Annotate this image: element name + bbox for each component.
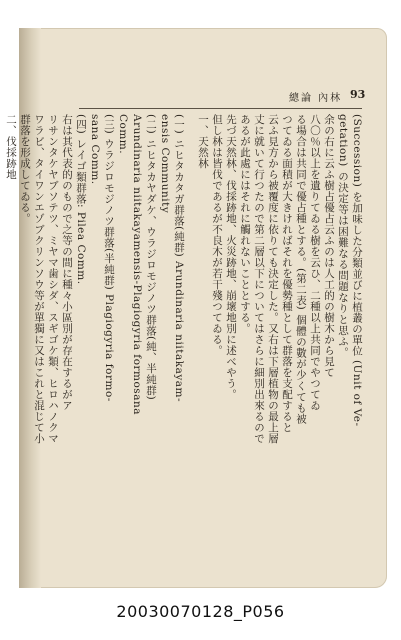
text-line: つてゐる面積が大きければそれを優勢種として群落を支配すると xyxy=(281,114,293,433)
header-rule xyxy=(79,108,362,109)
text-line: Comm. xyxy=(117,114,129,155)
text-line: 八〇％以上を遺りてゐる樹を云ひ、二種以上共同でやつてゐ xyxy=(309,114,321,411)
book-page xyxy=(5,28,387,588)
page-number: 93 xyxy=(350,88,366,101)
body-text xyxy=(5,114,364,584)
text-line: (一) ニヒタカタガ群落(純群) Arundinaria niitakayam- xyxy=(173,114,185,403)
text-line: 但し林は皆伐であるが不良木が若干殘つてゐる。 xyxy=(211,114,223,356)
text-line: Arundinaria niitakayamensis-Plagiogyria formosana xyxy=(131,114,143,415)
text-line: 二、伐採跡地 xyxy=(5,114,17,180)
running-title: 總論 內林 xyxy=(289,93,343,104)
text-line: 云ふ見方から被覆度に依りても決定した。又右は下層植物の最上層 xyxy=(267,114,279,444)
image-caption: 20030070128_P056 xyxy=(116,602,285,621)
text-line: あるが此處にはそれに觸れないこととする。 xyxy=(239,114,251,334)
text-line: (三) ウラジロモジノツ群落(半純群) Plagiogyria formo- xyxy=(103,114,115,402)
text-line: 丈に就いて行つたので第二層以下についてはさらに細別出來るので xyxy=(253,114,265,444)
text-line: 一、天然林 xyxy=(197,114,209,169)
text-line: (Succession) を加味した分類並びに植叢の單位 (Unit of Ve- xyxy=(351,114,363,427)
text-line: 余の右に云ふ樹占優占云ふのは人工的の樹木から見て xyxy=(323,114,335,378)
text-line: 群落を形成してゐる。 xyxy=(19,114,31,224)
text-line: リサンタケヤブソテツ、ミヤマ歯シダ、スギゴケ類、ヒロハノクマ xyxy=(47,114,59,444)
text-line: sana Comm. xyxy=(89,114,101,185)
text-line: 先づ天然林、伐採跡地、火災跡地、崩壞地別に述べやう。 xyxy=(225,114,237,400)
text-line: ensis Community xyxy=(159,114,171,214)
text-line: (二) ニヒタカヤダケ、ウラジロモジノツ群落(純、半純群) xyxy=(145,114,157,401)
text-line: (四) レイゴ類群落: Pilea Comm. xyxy=(75,114,87,285)
text-line: ワラビ、タイワンエゾブクリンソウ等が單獨に又はこれと混じて小 xyxy=(33,114,45,444)
text-line: 右は其代表的のもので之等の間に種々小區別が存在するがア xyxy=(61,114,73,411)
text-line: getation) の決定等は困難なる問題なりと思ふ。 xyxy=(337,114,349,358)
text-line: る場合は共同で優占種とする。(第二表) 個體の數が少くても被 xyxy=(295,114,307,425)
